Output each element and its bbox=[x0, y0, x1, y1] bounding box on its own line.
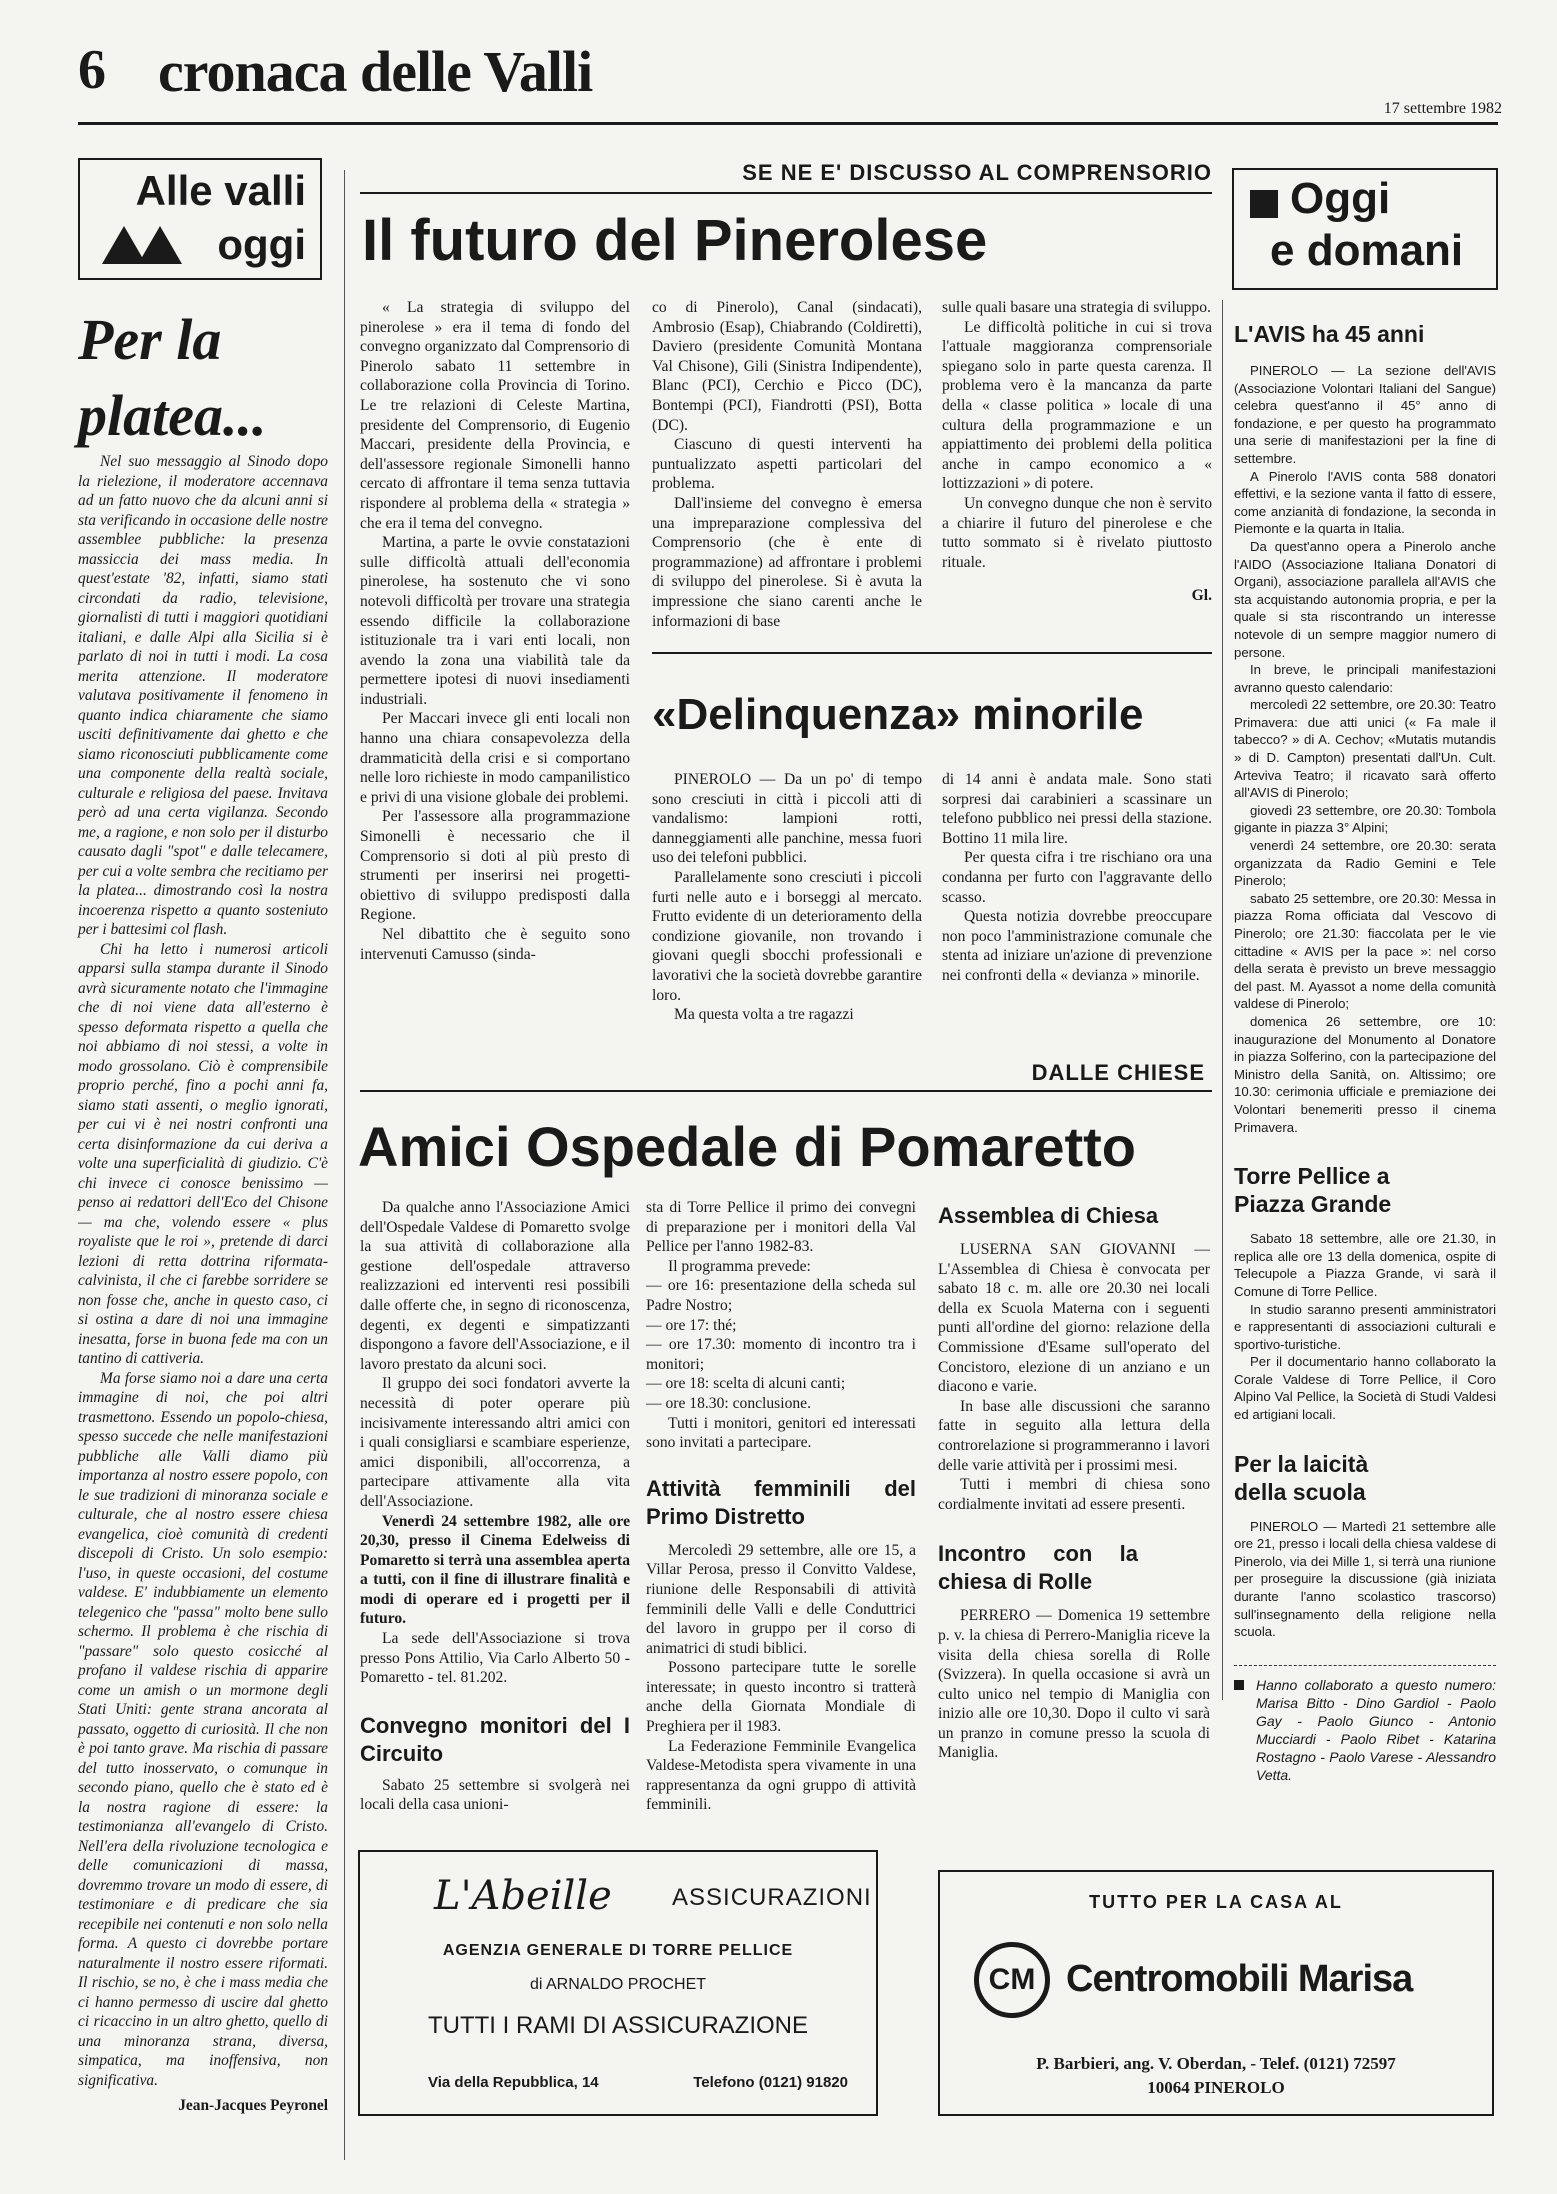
signature: Gl. bbox=[1191, 587, 1212, 605]
masthead-title: cronaca delle Valli bbox=[158, 39, 593, 104]
paragraph: Da qualche anno l'Associazione Amici dell'Ospedale Valdese di Pomaretto svolge la sua attività di collaborazione alla gestione dell'ospedale attraverso realizzazioni ed interventi resi possibili dalle offerte che, in segno di riconoscenza, degenti, ex degenti e simpatizzanti dispongono a favore dell'Associazione, e il lavoro prestato da alcuni soci. bbox=[360, 1199, 630, 1373]
editorial-paragraph: Ma forse siamo noi a dare una certa immagine di noi, che poi altri trasmettono. Essendo un popolo-chiesa, spesso succede che nelle manifestazioni pubbliche alle Valli diamo più importanza al nostro essere popolo, con le sue tradizioni di minoranza sociale e culturale, che al nostro essere chiesa evangelica, cioè comunità di credenti discepoli di Cristo. Un solo esempio: l'uso, in queste occasioni, del costume valdese. E' indubbiamente un elemento telegenico che "passa" molto bene sullo schermo. Il problema è che rischia di "passare" solo questo cosicché al profano il valdese rischia di apparire come un amish o un mormone degli Stati Uniti: gente strana ancorata al passato, oggetto di curiosità. Il che non è poi tanto grave. Ma rischia di passare del tutto inosservato, o comunque in secondo piano, quello che è stato ed è la nostra ragione di essere: la testimonianza all'evangelo di Cristo. Nell'era della rivoluzione tecnologica e delle comunicazioni di massa, dovremmo trovare un modo di essere, di testimoniare e di predicare che sia recepibile nei contenuti e non solo nella forma. A questo ci dovrebbe portare naturalmente il nostro essere riformati. Il rischio, se no, è che i mass media che ci hanno permesso di uscire dal ghetto ci ricaccino in un altro ghetto, quello di una minoranza strana, diversa, simpatica, ma inoffensiva, non significativa. bbox=[78, 1369, 328, 2089]
paragraph: In breve, le principali manifestazioni avranno questo calendario: bbox=[1234, 662, 1496, 695]
alle-valli-box bbox=[78, 158, 322, 280]
pinerolese-col1 bbox=[360, 298, 630, 964]
pomaretto-col3 bbox=[938, 1198, 1210, 1763]
abeille-tagline: TUTTI I RAMI DI ASSICURAZIONE bbox=[427, 2012, 809, 2039]
list-item: — ore 17: thé; bbox=[646, 1316, 737, 1334]
abeille-ad bbox=[358, 1850, 878, 2116]
centromobili-city: 10064 PINEROLO bbox=[1147, 2078, 1285, 2097]
section-rule bbox=[360, 1090, 1212, 1092]
centromobili-ad bbox=[938, 1870, 1494, 2116]
paragraph: sulle quali basare una strategia di sviluppo. bbox=[942, 299, 1211, 316]
collaborators-note bbox=[1234, 1676, 1496, 1784]
abeille-agency: AGENZIA GENERALE DI TORRE PELLICE bbox=[442, 1942, 794, 1959]
paragraph: giovedì 23 settembre, ore 20.30: Tombola gigante in piazza 3° Alpini; bbox=[1234, 802, 1496, 836]
cm-logo bbox=[974, 1942, 1050, 2018]
convegno-title: Convegno monitori del I Circuito bbox=[360, 1712, 630, 1766]
abeille-agent: di ARNALDO PROCHET bbox=[529, 1976, 707, 1993]
paragraph: Nel dibattito che è seguito sono intervenuti Camusso (sinda- bbox=[360, 926, 630, 963]
oggi-domani-line2: e domani bbox=[1270, 226, 1464, 275]
paragraph: In base alle discussioni che saranno fatte in seguito alla lettura della controrelazione si programmeranno i lavori delle varie attività per i prossimi mesi. bbox=[938, 1397, 1210, 1474]
delinquenza-title: «Delinquenza» minorile bbox=[652, 690, 1144, 739]
collaborators-text: Hanno collaborato a questo numero: Marisa Bitto - Dino Gardiol - Paolo Gay - Paolo Giunco - Antonio Mucciardi - Paolo Ribet - Katarina Rostagno - Paolo Varese - Alessandro Vetta. bbox=[1256, 1676, 1496, 1783]
paragraph: Questa notizia dovrebbe preoccupare non poco l'amministrazione comunale che stenta ad iniziare un'azione di prevenzione nei confronti della « devianza » minorile. bbox=[942, 908, 1212, 984]
mountains-icon bbox=[102, 222, 188, 264]
paragraph: Parallelamente sono cresciuti i piccoli furti nelle auto e i borseggi al mercato. Frutto evidente di un deterioramento della condizione giovanile, non trovando i giovani quegli sbocchi professionali e lavorativi che la società dovrebbe garantire loro. bbox=[652, 868, 922, 1004]
oggi-label: oggi bbox=[217, 221, 306, 268]
paragraph: Ciascuno di questi interventi ha puntualizzato aspetti particolari del problema. bbox=[652, 436, 922, 493]
masthead-rule bbox=[78, 122, 1498, 125]
list-item: — ore 18: scelta di alcuni canti; bbox=[646, 1375, 846, 1393]
pomaretto-col2 bbox=[646, 1198, 916, 1815]
paragraph: Martina, a parte le ovvie constatazioni sulle difficoltà attuali dell'economia pinerolese, ha sostenuto che vi sono notevoli difficoltà per trovare una strategia essendo difficile la collaborazione istituzionale tra i vari enti locali, non avendo la zona una viabilità tale da permettere ipotesi di nuovi insediamenti industriali. bbox=[360, 534, 630, 708]
section-rule bbox=[652, 652, 1212, 654]
paragraph: Per questa cifra i tre rischiano ora una condanna per furto con l'aggravante dello scasso. bbox=[942, 849, 1212, 906]
pinerolese-col3 bbox=[942, 298, 1212, 606]
paragraph: A Pinerolo l'AVIS conta 588 donatori effettivi, e la sezione vanta il fatto di essere, come anzianità di fondazione, la seconda in Piemonte e la quarta in Italia. bbox=[1234, 468, 1496, 537]
paragraph: In studio saranno presenti amministratori e rappresentanti di associazioni culturali e sportivo-turistiche. bbox=[1234, 1301, 1496, 1352]
paragraph: di 14 anni è andata male. Sono stati sorpresi dai carabinieri a scassinare un telefono pubblico nei pressi della stazione. Bottino 11 mila lire. bbox=[942, 771, 1212, 847]
paragraph: LUSERNA SAN GIOVANNI — L'Assemblea di Chiesa è convocata per sabato 18 c. m. alle ore 20.30 nei locali della ex Scuola Materna con i seguenti punti all'ordine del giorno: relazione della Commissione d'Esame sull'operato del Concistoro, elezione di un anziano e un diacono e varie. bbox=[938, 1241, 1210, 1396]
attivita-title: Attività femminili del Primo Distretto bbox=[646, 1475, 916, 1529]
delinquenza-col2 bbox=[942, 770, 1212, 986]
paragraph: PINEROLO — La sezione dell'AVIS (Associazione Volontari Italiani del Sangue) celebra quest'anno il 45° anno di fondazione, e per questo ha programmato una serie di manifestazioni per la fine di settembre. bbox=[1234, 363, 1496, 466]
paragraph: Tutti i membri di chiesa sono cordialmente invitati ad essere presenti. bbox=[938, 1476, 1210, 1513]
centromobili-top: TUTTO PER LA CASA AL bbox=[1089, 1892, 1343, 1912]
pomaretto-col1 bbox=[360, 1198, 630, 1815]
pinerolese-title: Il futuro del Pinerolese bbox=[362, 208, 988, 273]
square-bullet-icon bbox=[1250, 190, 1278, 218]
paragraph: PINEROLO — Da un po' di tempo sono cresciuti in città i piccoli atti di vandalismo: lampioni rotti, danneggiamenti alle panchine, messa fuori uso dei telefoni pubblici. bbox=[652, 771, 922, 867]
paragraph: co di Pinerolo), Canal (sindacati), Ambrosio (Esap), Chiabrando (Coldiretti), Daviero (presidente Comunità Montana Val Chisone), Gili (Sinistra Indipendente), Blanc (PCI), Cerchio e Picco (DC), Bontempi (PCI), Fiandrotti (PSI), Botta (DC). bbox=[652, 299, 922, 434]
paragraph: Possono partecipare tutte le sorelle interessate; in questo incontro si tratterà anche della Giornata Mondiale di Preghiera per il 1983. bbox=[646, 1659, 916, 1736]
page-number: 6 bbox=[78, 39, 106, 101]
paragraph: PERRERO — Domenica 19 settembre p. v. la chiesa di Perrero-Maniglia riceve la visita della chiesa sorella di Rolle (Svizzera). In quella occasione si avrà un culto unico nel tempio di Maniglia con inizio alle ore 10,30. Dopo il culto vi sarà un pranzo in comune presso la scuola di Maniglia. bbox=[938, 1607, 1210, 1762]
dalle-chiese-kicker: DALLE CHIESE bbox=[1031, 1060, 1205, 1085]
paragraph: Mercoledì 29 settembre, alle ore 15, a Villar Perosa, presso il Convitto Valdese, riunione delle Responsabili di attività femminili delle Valli e delle Conduttrici del lavoro in gruppo per il corso di animatrici di studi biblici. bbox=[646, 1541, 916, 1657]
column-rule bbox=[344, 170, 345, 2160]
paragraph: Sabato 25 settembre si svolgerà nei locali della casa unioni- bbox=[360, 1776, 630, 1814]
paragraph: Tutti i monitori, genitori ed interessati sono invitati a partecipare. bbox=[646, 1414, 916, 1452]
abeille-address: Via della Repubblica, 14 bbox=[428, 2074, 599, 2091]
laicita-title: Per la laicità della scuola bbox=[1234, 1450, 1369, 1505]
oggi-domani-column bbox=[1234, 320, 1496, 1784]
paragraph: Da quest'anno opera a Pinerolo anche l'AIDO (Associazione Italiana Donatori di Organi), associazione parallela all'AVIS che sta acquistando autonomia propria, e per la quale si sta riscontrando un interesse notevole di un sempre maggior numero di persone. bbox=[1234, 538, 1496, 660]
paragraph: Il programma prevede: bbox=[668, 1257, 811, 1275]
editorial-title: Per la platea... bbox=[78, 307, 267, 448]
pinerolese-col2 bbox=[652, 298, 922, 631]
editorial-body bbox=[78, 452, 328, 2116]
abeille-logo: L'Abeille bbox=[434, 1873, 612, 1919]
kicker-rule bbox=[360, 192, 1212, 194]
paragraph: « La strategia di sviluppo del pinerolese » era il tema di fondo del convegno organizzato dal Comprensorio di Pinerolo sabato 11 settembre in collaborazione colla Provincia di Torino. Le tre relazioni di Celeste Martina, presidente del Comprensorio, di Eugenio Maccari, presidente della Provincia, e dell'assessore regionale Simonelli hanno cercato di affrontare il tema senza tuttavia rispondere al problema della « strategia » che era il tema del convegno. bbox=[360, 299, 630, 532]
centromobili-name: Centromobili Marisa bbox=[1066, 1958, 1413, 2000]
paragraph: venerdì 24 settembre, ore 20.30: serata organizzata da Radio Gemini e Tele Pinerolo; bbox=[1234, 838, 1496, 889]
list-item: — ore 18.30: conclusione. bbox=[646, 1394, 811, 1412]
editorial-author: Jean-Jacques Peyronel bbox=[178, 2097, 328, 2114]
abeille-phone: Telefono (0121) 91820 bbox=[693, 2074, 848, 2091]
paragraph: La sede dell'Associazione si trova presso Pons Attilio, Via Carlo Alberto 50 - Pomaretto - tel. 81.202. bbox=[360, 1630, 630, 1687]
column-rule bbox=[1222, 300, 1223, 1700]
paragraph: Il gruppo dei soci fondatori avverte la necessità di poter operare più incisivamente interessando altri amici con i quali consigliarsi e scambiare esperienze, amici disponibili, all'occorrenza, a partecipare attivamente alla vita dell'Associazione. bbox=[360, 1375, 630, 1510]
abeille-word: ASSICURAZIONI bbox=[672, 1884, 872, 1911]
alle-valli-label: Alle valli bbox=[135, 167, 306, 214]
paragraph: Venerdì 24 settembre 1982, alle ore 20,30, presso il Cinema Edelweiss di Pomaretto si terrà una assemblea aperta a tutti, con il fine di illustrare finalità e modi di operare ed i progetti per il futuro. bbox=[360, 1512, 630, 1628]
oggi-domani-line1: Oggi bbox=[1290, 174, 1391, 223]
torre-title: Torre Pellice a Piazza Grande bbox=[1234, 1163, 1392, 1218]
cm-logo-letters: CM bbox=[988, 1963, 1036, 1996]
paragraph: Le difficoltà politiche in cui si trova l'attuale maggioranza comprensoriale spiegano solo in parte questa carenza. Il problema vero è la mancanza da parte della « classe politica » locale di una cultura della programmazione e un appiattimento dei problemi della politica anche in campo economico a « lottizzazioni » di potere. bbox=[942, 318, 1212, 493]
avis-title: L'AVIS ha 45 anni bbox=[1234, 321, 1425, 347]
paragraph: mercoledì 22 settembre, ore 20.30: Teatro Primavera: due atti unici (« Fa male il tabecco? » di A. Cechov; «Mutatis mutandis » di D. Campton) presentati dall'Un. Cult. Arteviva Teatro; il ricavato sarà offerto all'AVIS di Pinerolo; bbox=[1234, 697, 1496, 801]
pinerolese-kicker: SE NE E' DISCUSSO AL COMPRENSORIO bbox=[742, 160, 1212, 185]
paragraph: domenica 26 settembre, ore 10: inaugurazione del Monumento al Donatore in piazza Solferino, con la partecipazione del Ministro della Sanità, on. Altissimo; ore 10.30: cerimonia ufficiale e premiazione dei Volontari benemeriti presso il cinema Primavera. bbox=[1234, 1013, 1496, 1135]
rolle-title: Incontro con la chiesa di Rolle bbox=[938, 1541, 1138, 1595]
paragraph: Sabato 18 settembre, alle ore 21.30, in replica alle ore 13 della domenica, ospite di Telecupole a Piazza Grande, vi sarà il Comune di Torre Pellice. bbox=[1234, 1231, 1496, 1299]
delinquenza-col1 bbox=[652, 770, 922, 1025]
pomaretto-title: Amici Ospedale di Pomaretto bbox=[358, 1115, 1136, 1178]
paragraph: sabato 25 settembre, ore 20.30: Messa in piazza Roma officiata dal Vescovo di Pinerolo; ore 21.30: fiaccolata per le vie cittadine « AVIS per la pace »: nel corso della serata è previsto un breve messaggio del past. M. Ayassot a nome della comunità valdese di Pinerolo; bbox=[1234, 890, 1496, 1012]
oggi-domani-box bbox=[1232, 168, 1498, 290]
editorial-paragraph: Chi ha letto i numerosi articoli apparsi sulla stampa durante il Sinodo avrà sicuramente notato che l'immagine che di noi viene data all'esterno è spesso deformata rispetto a quella che noi abbiamo di noi stessi, a volte in modo grossolano. Ciò è comprensibile proprio perché, fino a pochi anni fa, siamo stati assenti, o meglio ignorati, per cui vi è nei nostri confronti una certa disinformazione da cui deriva a volte una superficialità di giudizio. C'è chi invece ci conosce benissimo — penso ai redattori dell'Eco del Chisone — ma che, volendo essere « plus royaliste que le roi », pretende di darci lezioni di retta dottrina riformata-calvinista, il che ci farebbe sorridere se non fosse che, anche in questo caso, ci si ostina a dare di noi una immagine inesatta, forse in buona fede ma con un tantino di cattiveria. bbox=[78, 940, 328, 1367]
square-bullet-icon bbox=[1234, 1680, 1244, 1690]
list-item: — ore 16: presentazione della scheda sul Padre Nostro; bbox=[646, 1277, 916, 1314]
masthead-date: 17 settembre 1982 bbox=[1383, 100, 1502, 117]
paragraph: sta di Torre Pellice il primo dei convegni di preparazione per i monitori della Val Pellice per l'anno 1982-83. bbox=[646, 1199, 916, 1256]
centromobili-address: P. Barbieri, ang. V. Oberdan, - Telef. (0121) 72597 bbox=[1036, 2054, 1396, 2073]
paragraph: La Federazione Femminile Evangelica Valdese-Metodista spera vivamente in una rappresentanza da ogni gruppo di attività femminili. bbox=[646, 1737, 916, 1814]
list-item: — ore 17.30: momento di incontro tra i monitori; bbox=[646, 1336, 916, 1373]
paragraph: Per il documentario hanno collaborato la Corale Valdese di Torre Pellice, il Coro Alpino Val Pellice, la Società di Studi Valdesi ed artigiani locali. bbox=[1234, 1354, 1496, 1423]
paragraph: Dall'insieme del convegno è emersa una impreparazione complessiva del Comprensorio (che è ente di programmazione) ad affrontare i problemi di sviluppo del pinerolese. Si è avuta la impressione che siano carenti anche le informazioni di base bbox=[652, 494, 922, 630]
editorial-paragraph: Nel suo messaggio al Sinodo dopo la rielezione, il moderatore accennava ad un fatto nuovo che da alcuni anni si sta verificando in occasione delle nostre assemblee pubbliche: la presenza massiccia dei mass media. In quest'estate '82, infatti, siamo stati circondati da radio, televisione, giornalisti di tutti i maggiori quotidiani italiani, e dalle Alpi alla Sicilia si è parlato di noi in tutti i modi. La cosa merita attenzione. Il moderatore valutava positivamente il fenomeno in quanto indica chiaramente che siamo usciti definitivamente dai ghetto e che siamo riconosciuti pubblicamente come una componente della realtà sociale, culturale e religiosa del paese. Invitava però ad una certa vigilanza. Secondo me, a ragione, e non solo per il disturbo causato dagli "spot" e dalle telecamere, per cui a volte sembra che recitiamo per la platea... dimostrando così la nostra incoerenza rispetto a quanto sosteniuto per i battesimi col flash. bbox=[78, 453, 328, 938]
dotted-rule bbox=[1234, 1665, 1496, 1666]
paragraph: PINEROLO — Martedì 21 settembre alle ore 21, presso i locali della chiesa valdese di Pinerolo, via dei Mille 1, si terrà una riunione per proseguire la discussione (già iniziata durante l'anno scolastico trascorso) sull'insegnamento della religione nella scuola. bbox=[1234, 1518, 1496, 1640]
paragraph: Ma questa volta a tre ragazzi bbox=[674, 1006, 854, 1024]
paragraph: Per l'assessore alla programmazione Simonelli è necessario che il Comprensorio si doti al più presto di strumenti per inserirsi nei progetti-obiettivo di sviluppo predisposti dalla Regione. bbox=[360, 808, 630, 924]
assemblea-title: Assemblea di Chiesa bbox=[938, 1203, 1159, 1228]
paragraph: Per Maccari invece gli enti locali non hanno una chiara consapevolezza della drammaticità della crisi e si comportano nelle loro richieste in modo campanilistico e privi di una visione globale dei problemi. bbox=[360, 710, 630, 806]
paragraph: Un convegno dunque che non è servito a chiarire il futuro del pinerolese e che tutto sommato si è rivelato piuttosto rituale. bbox=[942, 494, 1212, 571]
